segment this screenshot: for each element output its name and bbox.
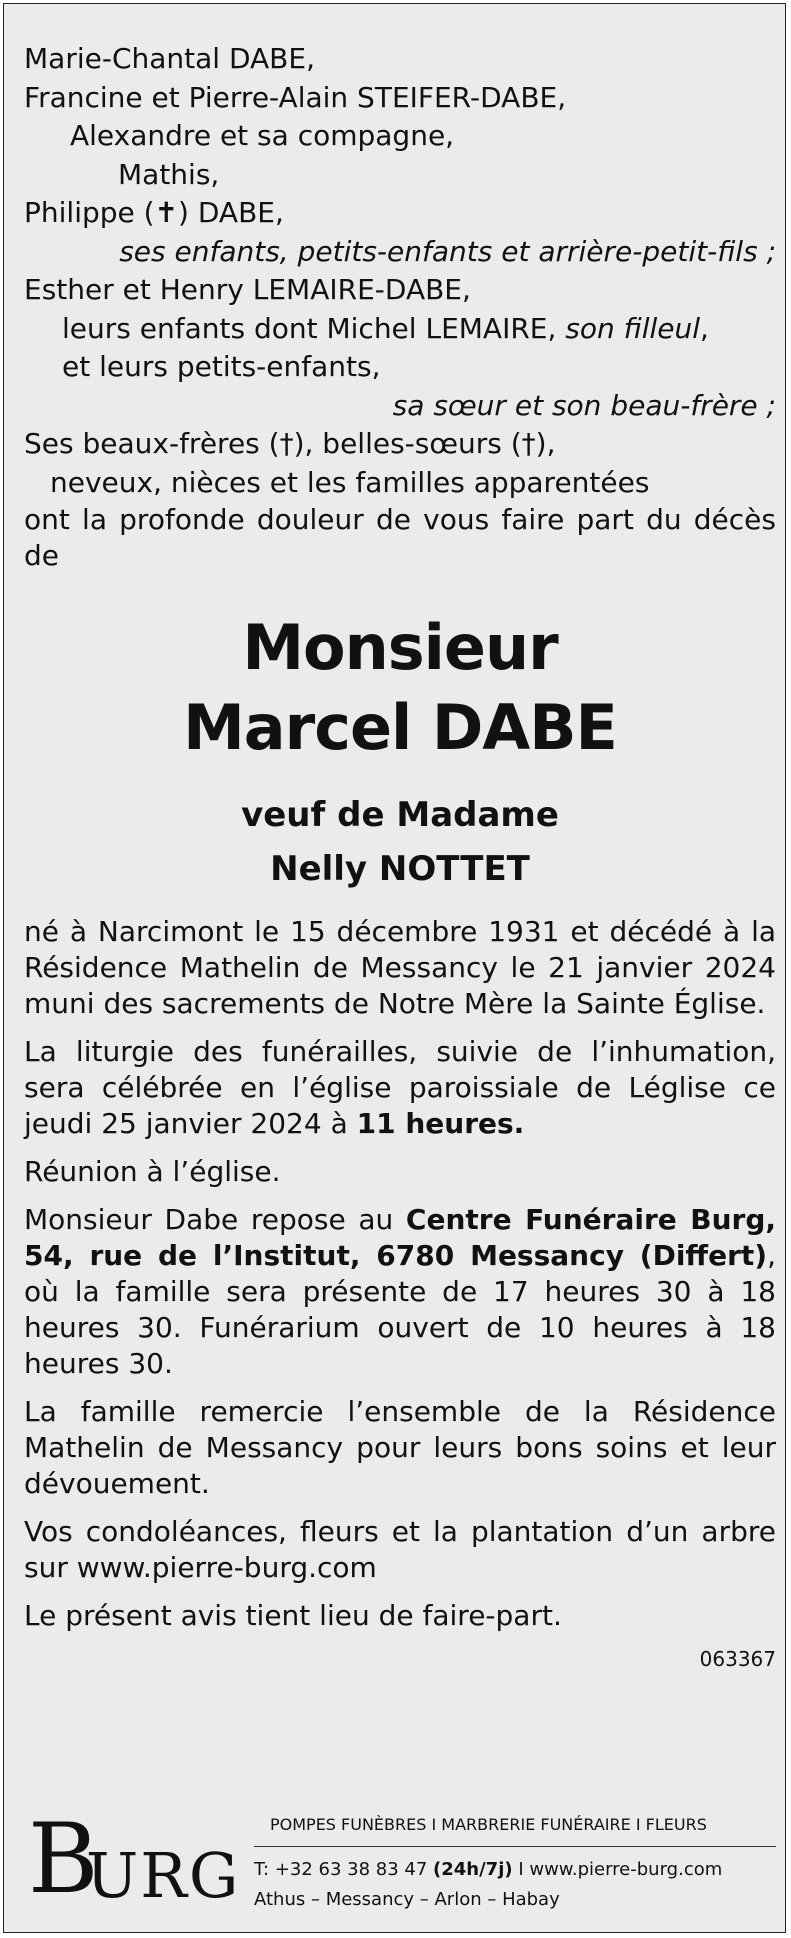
website: I www.pierre-burg.com <box>512 1859 723 1880</box>
family-relation: ses enfants, petits-enfants et arrière-petit-fils ; <box>119 234 776 268</box>
funeral-home-text: Monsieur Dabe repose au <box>24 1203 406 1236</box>
family-text: , <box>700 311 709 345</box>
family-line: Alexandre et sa compagne, <box>70 119 455 152</box>
family-line <box>24 310 776 349</box>
funeral-home-footer <box>24 1804 776 1914</box>
deceased-name: Marcel DABE <box>183 691 617 764</box>
family-line: Marie-Chantal DABE, <box>24 42 315 75</box>
deceased-title: Monsieur <box>242 611 558 684</box>
family-line: Francine et Pierre-Alain STEIFER-DABE, <box>24 80 567 114</box>
logo-letter: B <box>28 1803 99 1915</box>
funeral-time: 11 heures. <box>356 1107 525 1140</box>
logo-letters: URG <box>86 1839 241 1912</box>
funeral-paragraph <box>24 1034 776 1142</box>
phone-number: T: +32 63 38 83 47 <box>254 1859 434 1880</box>
widow-of: veuf de Madame <box>241 795 559 835</box>
reference-number: 063367 <box>699 1647 776 1671</box>
cities-line: Athus – Messancy – Arlon – Habay <box>254 1889 560 1910</box>
announcement-text: ont la profonde douleur de vous faire part du décès de <box>24 503 776 572</box>
family-line: Philippe (✝) DABE, <box>24 196 284 229</box>
family-line: neveux, nièces et les familles apparentées <box>50 465 650 499</box>
family-line: et leurs petits-enfants, <box>62 350 381 383</box>
obituary-notice <box>3 3 786 1933</box>
family-text: leurs enfants dont Michel LEMAIRE, <box>62 311 557 345</box>
family-relation: sa sœur et son beau-frère ; <box>392 388 776 422</box>
family-line: Ses beaux-frères (†), belles-sœurs (†), <box>24 427 556 460</box>
birth-death-paragraph: né à Narcimont le 15 décembre 1931 et décédé à la Résidence Mathelin de Messancy le 21 janvier 2024 muni des sacrements de Notre Mère la Sainte Église. <box>24 915 776 1020</box>
phone-hours: (24h/7j) <box>433 1859 513 1880</box>
funeral-home-address: Centre Funéraire Burg, 54, rue de l’Institut, 6780 Messancy (Differt) <box>24 1203 777 1272</box>
funeral-home-hours: , où la famille sera présente de 17 heures 30 à 18 heures 30. Funérarium ouvert de 10 heures à 18 heures 30. <box>24 1239 776 1380</box>
contact-line <box>254 1858 722 1882</box>
burg-logo <box>24 1803 241 1915</box>
meeting-paragraph: Réunion à l’église. <box>24 1155 281 1188</box>
footer-divider <box>254 1846 776 1847</box>
funeral-home-paragraph <box>24 1202 776 1382</box>
notice-content <box>24 40 776 1672</box>
funeral-text: La liturgie des funérailles, suivie de l’inhumation, sera célébrée en l’église paroissiale de Léglise ce jeudi 25 janvier 2024 à <box>24 1035 776 1140</box>
services-line: POMPES FUNÈBRES I MARBRERIE FUNÉRAIRE I FLEURS <box>270 1815 707 1834</box>
condolences-paragraph: Vos condoléances, fleurs et la plantation d’un arbre sur www.pierre-burg.com <box>24 1515 776 1584</box>
family-line: Esther et Henry LEMAIRE-DABE, <box>24 273 471 306</box>
widow-name: Nelly NOTTET <box>270 849 530 889</box>
family-line: Mathis, <box>118 157 220 191</box>
notice-paragraph: Le présent avis tient lieu de faire-part. <box>24 1599 562 1632</box>
thanks-paragraph: La famille remercie l’ensemble de la Résidence Mathelin de Messancy pour leurs bons soins et leur dévouement. <box>24 1395 776 1500</box>
family-relation: son filleul <box>565 311 701 345</box>
